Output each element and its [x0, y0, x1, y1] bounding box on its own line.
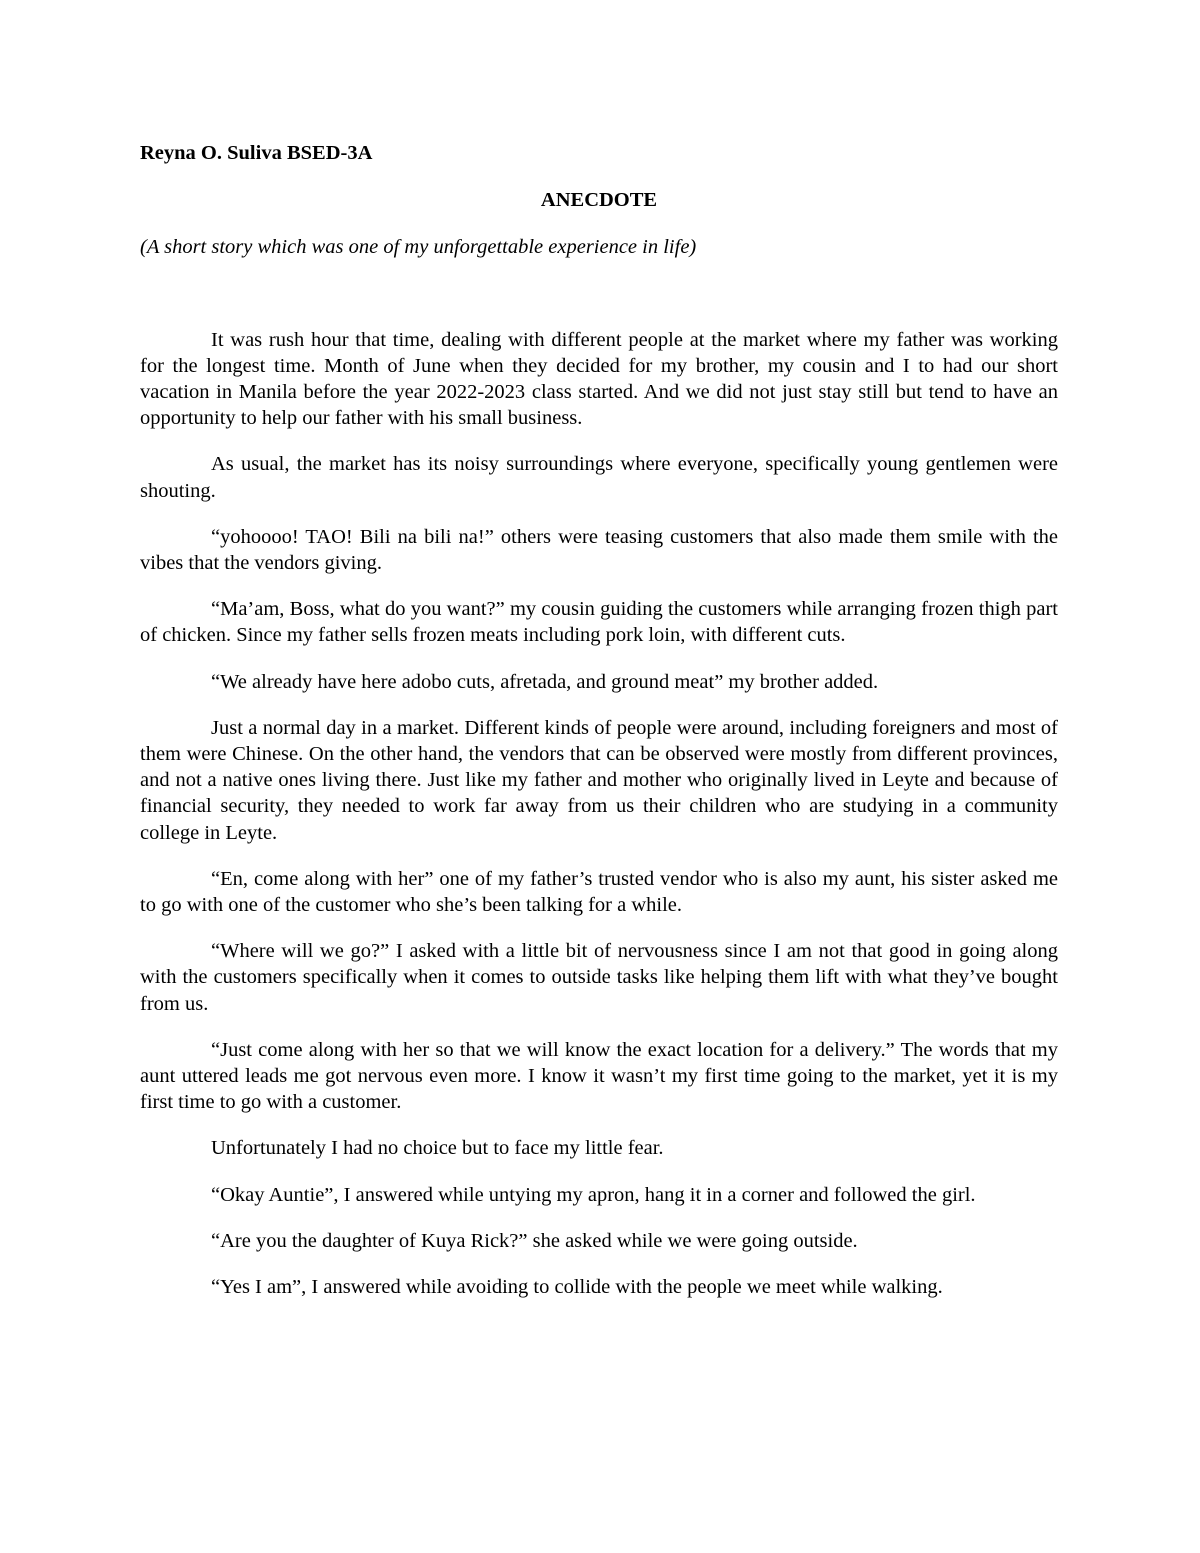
paragraph: “yohoooo! TAO! Bili na bili na!” others were teasing customers that also made them smile with the vibes that the vendors giving.	[140, 525, 1058, 575]
document-page	[140, 140, 1058, 1320]
paragraph: “Are you the daughter of Kuya Rick?” she asked while we were going outside.	[211, 1229, 858, 1252]
paragraph: As usual, the market has its noisy surroundings where everyone, specifically young gentlemen were shouting.	[140, 453, 1058, 502]
paragraph: Just a normal day in a market. Different kinds of people were around, including foreigners and most of them were Chinese. On the other hand, the vendors that can be observed were mostly from different provinces, and not a native ones living there. Just like my father and mother who originally lived in Leyte and because of financial security, they needed to work far away from us their children who are studying in a community college in Leyte.	[140, 716, 1058, 844]
paragraph: “We already have here adobo cuts, afretada, and ground meat” my brother added.	[211, 670, 879, 693]
paragraph: “Okay Auntie”, I answered while untying my apron, hang it in a corner and followed the girl.	[211, 1183, 976, 1206]
document-subtitle: (A short story which was one of my unforgettable experience in life)	[140, 236, 697, 259]
paragraph: “Where will we go?” I asked with a little bit of nervousness since I am not that good in going along with the customers specifically when it comes to outside tasks like helping them lift with what they’ve bought from us.	[140, 940, 1058, 1015]
paragraph: It was rush hour that time, dealing with different people at the market where my father was working for the longest time. Month of June when they decided for my brother, my cousin and I to had our short vacation in Manila before the year 2022-2023 class started. And we did not just stay still but tend to have an opportunity to help our father with his small business.	[140, 328, 1058, 430]
paragraph: “Just come along with her so that we will know the exact location for a delivery.” The words that my aunt uttered leads me got nervous even more. I know it wasn’t my first time going to the market, yet it is my first time to go with a customer.	[140, 1038, 1058, 1114]
paragraph: “Ma’am, Boss, what do you want?” my cousin guiding the customers while arranging frozen thigh part of chicken. Since my father sells frozen meats including pork loin, with different cuts.	[140, 598, 1058, 647]
paragraph: “Yes I am”, I answered while avoiding to collide with the people we meet while walking.	[211, 1276, 943, 1299]
author-line: Reyna O. Suliva BSED-3A	[140, 142, 373, 164]
paragraph: Unfortunately I had no choice but to face my little fear.	[211, 1137, 664, 1160]
paragraph: “En, come along with her” one of my father’s trusted vendor who is also my aunt, his sister asked me to go with one of the customer who she’s been talking for a while.	[140, 867, 1058, 917]
document-title: ANECDOTE	[540, 189, 658, 212]
